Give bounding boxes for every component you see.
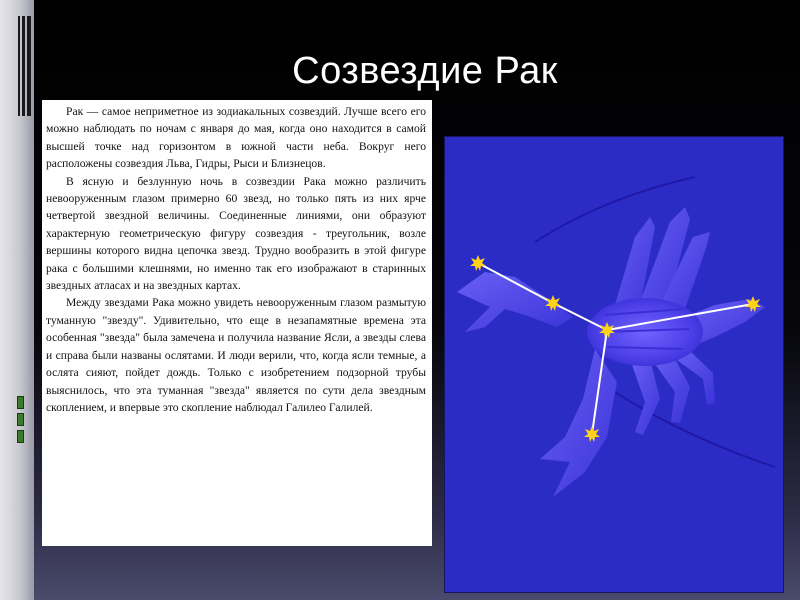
leg-4 [630,359,660,435]
lower-claw [540,349,617,497]
slide-left-rail [0,0,34,600]
rail-decoration-ticks [17,396,31,447]
constellation-image [444,136,784,593]
slide-title: Созвездие Рак [292,50,558,92]
star-icon [470,255,486,271]
rail-decoration-bars [16,16,34,116]
crab-illustration [445,137,783,592]
paragraph-intro: Рак — самое неприметное из зодиакальных созвездий. Лучше всего его можно наблюдать по ночам с января до мая, когда оно находится в самой высшей точке над горизонтом в южной части неба. Вокруг него расположены созвездия Льва, Гидры, Рыси и Близнецов. [46,105,426,171]
paragraph-manger: Между звездами Рака можно увидеть невооруженным глазом размытую туманную "звезду". Удивительно, что еще в незапамятные времена эта особенная "звезда" была замечена и получила название Ясли, а звезды слева и справа были названы ослятами. И люди верили, что, когда ясли темные, а ослята сияют, пойдет дождь. Только с изобретением подзорной трубы выяснилось, что эта туманная "звезда" является по сути дела звездным скоплением, и впервые это скопление наблюдал Галилео Галилей. [46,296,426,414]
body-text [46,103,426,416]
paragraph-stars: В ясную и безлунную ночь в созвездии Рака можно различить невооруженным глазом примерно 60 звезд, но только пять из них ярче четвертой звездной величины. Соединенные линиями, они образуют характерную геометрическую фигуру созвездия - треугольник, возле вершины которого видна цепочка звезд. Трудно вообразить в этой фигуре рака с большими клешнями, но именно так его изображают в старинных звездных атласах и на звездных картах. [46,174,426,293]
